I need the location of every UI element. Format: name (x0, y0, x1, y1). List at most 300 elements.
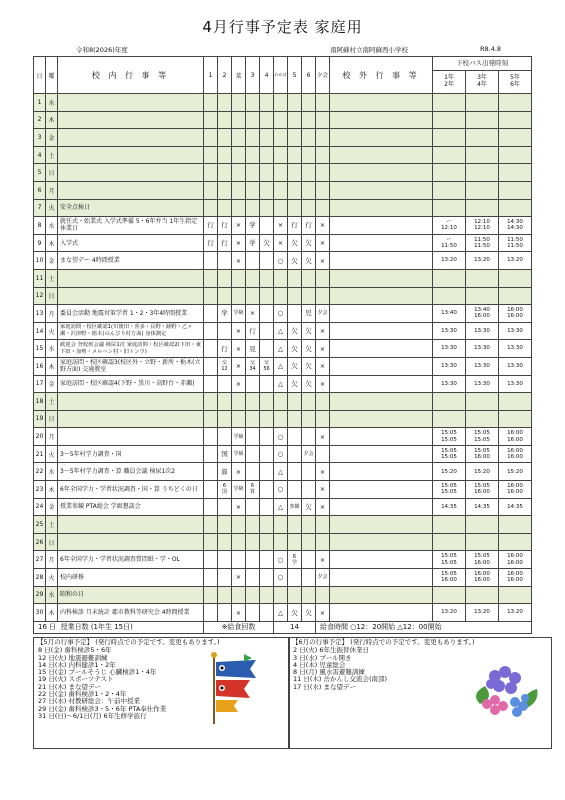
row-dow: 土 (46, 146, 58, 164)
row-school-events (58, 164, 204, 182)
table-row (34, 428, 532, 446)
row-grade-mark (204, 604, 218, 622)
row-outside-events (330, 551, 433, 569)
row-bus-time (466, 94, 499, 112)
row-grade-mark (232, 181, 246, 199)
row-grade-mark (218, 410, 232, 428)
row-grade-mark: ○ (274, 428, 288, 446)
may-schedule-head: 【5月の行事予定】 (発行時点での予定です。変更もあります。) (37, 638, 220, 646)
table-row (34, 340, 532, 358)
row-grade-mark (274, 533, 288, 551)
row-bus-time: 15:05 16:00 (466, 445, 499, 463)
row-grade-mark (260, 498, 274, 516)
row-bus-time (466, 164, 499, 182)
row-grade-mark (246, 181, 260, 199)
row-bus-time: 16:00 16:00 (499, 428, 532, 446)
row-bus-time (433, 181, 466, 199)
row-grade-mark (316, 269, 330, 287)
row-grade-mark (218, 586, 232, 604)
may-schedule-box (33, 637, 290, 749)
header-grade: 1 (204, 57, 218, 94)
row-bus-time: 13:40 16:00 (466, 305, 499, 323)
row-bus-time (466, 146, 499, 164)
row-dow: 土 (46, 516, 58, 534)
row-bus-time (499, 111, 532, 129)
row-grade-mark (274, 410, 288, 428)
row-dow: 木 (46, 604, 58, 622)
row-day: 20 (34, 428, 46, 446)
row-bus-time: 14:30 14:30 (499, 217, 532, 235)
row-day: 3 (34, 129, 46, 147)
row-grade-mark: × (316, 252, 330, 270)
table-row (34, 322, 532, 340)
row-grade-mark (302, 199, 316, 217)
row-grade-mark: 欠 (302, 375, 316, 393)
row-grade-mark (288, 586, 302, 604)
row-bus-time: 16:00 16:00 (499, 569, 532, 587)
schedule-item: 8 日(月) 風水害避難訓練 (293, 668, 365, 677)
row-bus-time: 13:20 (499, 252, 532, 270)
row-school-events: 3〜5年村学力調査・算 職員会議 検尿1次2 (58, 463, 204, 481)
header-day: 日 (34, 57, 46, 94)
row-grade-mark: × (316, 375, 330, 393)
row-bus-time: 13:30 (466, 375, 499, 393)
row-grade-mark (246, 445, 260, 463)
row-grade-mark (246, 94, 260, 112)
row-school-events (58, 129, 204, 147)
row-bus-time (433, 199, 466, 217)
table-row (34, 234, 532, 252)
row-grade-mark (204, 146, 218, 164)
row-grade-mark (274, 111, 288, 129)
table-row (34, 146, 532, 164)
row-outside-events (330, 569, 433, 587)
header-grade: 4 (260, 57, 274, 94)
row-outside-events (330, 463, 433, 481)
row-school-events: 歓迎会 登校班会議 検尿1次 家庭訪問・校区確認2(下田・東下田・加勢・メルヘン村・旧トンワ) (58, 340, 204, 358)
row-grade-mark (204, 463, 218, 481)
row-grade-mark: 欠 (302, 340, 316, 358)
row-day: 17 (34, 375, 46, 393)
table-row (34, 481, 532, 499)
row-grade-mark (288, 445, 302, 463)
row-school-events: 就任式・始業式 入学式準備 5・6年弁当 1年生指定休業日 (58, 217, 204, 235)
row-day: 26 (34, 533, 46, 551)
row-grade-mark (260, 533, 274, 551)
row-day: 24 (34, 498, 46, 516)
row-grade-mark (204, 181, 218, 199)
row-bus-time: 13:20 (433, 252, 466, 270)
row-school-events: 校内研修 (58, 569, 204, 587)
row-grade-mark (232, 164, 246, 182)
table-row (34, 111, 532, 129)
row-grade-mark: 行 (218, 217, 232, 235)
row-grade-mark (302, 164, 316, 182)
header-grade: 2 (218, 57, 232, 94)
row-grade-mark: 夕会 (302, 445, 316, 463)
row-grade-mark (316, 410, 330, 428)
row-grade-mark (204, 164, 218, 182)
row-bus-time: 13:30 (466, 322, 499, 340)
bus-col-label: 1年 2年 (433, 71, 466, 93)
row-bus-time: 13:30 (433, 375, 466, 393)
row-grade-mark (302, 269, 316, 287)
row-grade-mark (316, 533, 330, 551)
row-grade-mark: 行 (288, 217, 302, 235)
row-school-events (58, 146, 204, 164)
row-grade-mark (288, 516, 302, 534)
row-grade-mark (260, 252, 274, 270)
row-bus-time: 13:30 (433, 357, 466, 375)
row-bus-time: 15:05 16:00 (466, 481, 499, 499)
row-grade-mark (260, 164, 274, 182)
row-grade-mark (204, 357, 218, 375)
row-grade-mark (232, 111, 246, 129)
row-grade-mark (302, 181, 316, 199)
row-grade-mark (232, 269, 246, 287)
row-grade-mark (274, 586, 288, 604)
row-grade-mark: 夕会 (316, 569, 330, 587)
row-grade-mark (204, 129, 218, 147)
row-bus-time (433, 516, 466, 534)
row-bus-time: 16:00 16:00 (499, 481, 532, 499)
table-row (34, 357, 532, 375)
row-grade-mark (204, 428, 218, 446)
row-grade-mark (218, 393, 232, 411)
row-school-events: まな望デー 4時間授業 (58, 252, 204, 270)
row-grade-mark (288, 146, 302, 164)
row-bus-time (499, 164, 532, 182)
totals-lunch-label: ※給食回数 (204, 621, 274, 633)
row-grade-mark: 行 (246, 322, 260, 340)
schedule-item: 12 日(火) 地震避難訓練 (38, 653, 108, 662)
row-grade-mark: △ (274, 498, 288, 516)
row-grade-mark (288, 287, 302, 305)
row-grade-mark (204, 569, 218, 587)
row-grade-mark: × (232, 252, 246, 270)
row-bus-time (433, 287, 466, 305)
row-grade-mark (246, 410, 260, 428)
row-grade-mark (260, 463, 274, 481)
totals-days: 16 日 授業日数 (1年生 15日) (34, 621, 204, 633)
row-day: 27 (34, 551, 46, 569)
row-grade-mark (218, 428, 232, 446)
row-bus-time (499, 199, 532, 217)
row-dow: 金 (46, 375, 58, 393)
row-grade-mark (204, 516, 218, 534)
school-name: 南阿蘇村立南阿蘇西小学校 (330, 46, 408, 54)
row-grade-mark: 学級 (232, 445, 246, 463)
row-grade-mark: 欠 (302, 357, 316, 375)
row-dow: 火 (46, 569, 58, 587)
row-grade-mark: 参観 (288, 498, 302, 516)
page-title: 4月行事予定表 家庭用 (202, 18, 363, 36)
row-grade-mark (288, 410, 302, 428)
row-grade-mark (260, 94, 274, 112)
bus-title: 下校バス出発時刻 (433, 57, 531, 71)
row-school-events: 入学式 (58, 234, 204, 252)
schedule-item: 19 日(火) スポーツテスト (38, 675, 114, 684)
row-grade-mark (232, 586, 246, 604)
row-grade-mark (218, 181, 232, 199)
row-outside-events (330, 357, 433, 375)
row-grade-mark (302, 463, 316, 481)
row-grade-mark (246, 569, 260, 587)
schedule-item: 31 日(日)〜6/1日(月) 6年生修学旅行 (38, 711, 147, 720)
schedule-item: 2 日(火) 6年生振替休業日 (293, 646, 369, 655)
row-grade-mark (204, 322, 218, 340)
row-grade-mark: 学級 (232, 481, 246, 499)
row-bus-time (466, 393, 499, 411)
row-grade-mark: △ (274, 322, 288, 340)
row-grade-mark (246, 428, 260, 446)
row-grade-mark (260, 322, 274, 340)
row-grade-mark (302, 551, 316, 569)
row-day: 4 (34, 146, 46, 164)
row-grade-mark: 6 国 (218, 481, 232, 499)
row-bus-time: ー 12:10 (433, 217, 466, 235)
row-dow: 日 (46, 287, 58, 305)
row-grade-mark: 算 (218, 463, 232, 481)
row-bus-time (433, 129, 466, 147)
row-grade-mark: 見 (246, 340, 260, 358)
row-grade-mark: × (232, 340, 246, 358)
row-grade-mark (302, 481, 316, 499)
row-grade-mark (274, 287, 288, 305)
schedule-item: 11 日(木) 岳かんし交流会(南部) (293, 675, 388, 684)
row-day: 25 (34, 516, 46, 534)
row-dow: 火 (46, 322, 58, 340)
row-grade-mark (316, 287, 330, 305)
row-bus-time: 13:40 (433, 305, 466, 323)
row-grade-mark (274, 129, 288, 147)
row-bus-time: 13:30 (499, 357, 532, 375)
row-grade-mark: 行 (204, 234, 218, 252)
row-grade-mark (288, 463, 302, 481)
table-row (34, 217, 532, 235)
row-outside-events (330, 146, 433, 164)
row-grade-mark (218, 551, 232, 569)
row-bus-time (466, 181, 499, 199)
row-grade-mark: 欠 (288, 375, 302, 393)
row-grade-mark: 国 (218, 445, 232, 463)
row-grade-mark (246, 586, 260, 604)
row-school-events (58, 410, 204, 428)
row-dow: 水 (46, 586, 58, 604)
row-grade-mark: △ (274, 463, 288, 481)
row-grade-mark (260, 604, 274, 622)
row-bus-time: 15:05 16:00 (433, 569, 466, 587)
row-grade-mark (204, 481, 218, 499)
row-grade-mark (232, 410, 246, 428)
table-row (34, 129, 532, 147)
table-row (34, 516, 532, 534)
table-row (34, 199, 532, 217)
row-grade-mark (260, 569, 274, 587)
row-grade-mark (232, 533, 246, 551)
row-grade-mark (246, 287, 260, 305)
row-school-events (58, 516, 204, 534)
row-grade-mark (260, 428, 274, 446)
row-grade-mark (288, 94, 302, 112)
row-grade-mark (204, 305, 218, 323)
row-grade-mark (232, 287, 246, 305)
row-school-events (58, 533, 204, 551)
row-day: 29 (34, 586, 46, 604)
row-grade-mark: △ (274, 340, 288, 358)
row-dow: 水 (46, 340, 58, 358)
row-outside-events (330, 305, 433, 323)
row-grade-mark: × (316, 481, 330, 499)
row-grade-mark (288, 111, 302, 129)
row-grade-mark (246, 269, 260, 287)
table-row (34, 569, 532, 587)
row-grade-mark (260, 305, 274, 323)
row-bus-time: 15:05 15:05 (433, 445, 466, 463)
table-row (34, 604, 532, 622)
row-grade-mark (232, 129, 246, 147)
row-bus-time: 16:00 16:00 (466, 569, 499, 587)
row-grade-mark: × (232, 498, 246, 516)
row-dow: 金 (46, 498, 58, 516)
row-grade-mark: ○ (274, 481, 288, 499)
row-grade-mark (204, 393, 218, 411)
row-dow: 月 (46, 551, 58, 569)
row-grade-mark (260, 516, 274, 534)
row-grade-mark: ○ (274, 252, 288, 270)
row-grade-mark: × (232, 463, 246, 481)
row-bus-time: 16:00 16:00 (499, 445, 532, 463)
row-grade-mark (232, 516, 246, 534)
row-grade-mark: ○ (274, 445, 288, 463)
row-grade-mark: × (232, 569, 246, 587)
header-grade: 3 (246, 57, 260, 94)
row-bus-time: 13:30 (433, 340, 466, 358)
row-grade-mark: △ (274, 604, 288, 622)
row-school-events (58, 287, 204, 305)
row-grade-mark (204, 199, 218, 217)
row-dow: 木 (46, 234, 58, 252)
row-grade-mark: × (316, 428, 330, 446)
row-grade-mark: 欠 (288, 340, 302, 358)
row-bus-time: 11:50 11:50 (499, 234, 532, 252)
row-day: 9 (34, 234, 46, 252)
row-grade-mark: 行 (218, 234, 232, 252)
row-grade-mark: × (274, 217, 288, 235)
row-grade-mark: 6 学 (288, 551, 302, 569)
row-grade-mark (316, 94, 330, 112)
table-row (34, 586, 532, 604)
row-grade-mark (232, 94, 246, 112)
schedule-item: 4 日(木) 児童総会 (293, 660, 346, 669)
table-row (34, 551, 532, 569)
row-grade-mark (260, 340, 274, 358)
row-outside-events (330, 129, 433, 147)
row-grade-mark (316, 586, 330, 604)
row-dow: 月 (46, 305, 58, 323)
june-schedule-head: 【6月の行事予定】 (発行時点での予定です。変更もあります。) (292, 638, 475, 646)
row-grade-mark (204, 498, 218, 516)
row-grade-mark (204, 445, 218, 463)
row-bus-time (433, 164, 466, 182)
row-bus-time: 11:50 11:50 (466, 234, 499, 252)
row-bus-time (499, 269, 532, 287)
row-grade-mark (232, 551, 246, 569)
row-day: 16 (34, 357, 46, 375)
totals-lunch-count: 14 (274, 621, 316, 633)
row-dow: 火 (46, 445, 58, 463)
row-grade-mark: △ (274, 357, 288, 375)
row-grade-mark (288, 129, 302, 147)
row-grade-mark (288, 481, 302, 499)
row-grade-mark (204, 340, 218, 358)
row-bus-time (499, 129, 532, 147)
row-dow: 日 (46, 164, 58, 182)
row-day: 10 (34, 252, 46, 270)
header-grade: 菜 (232, 57, 246, 94)
row-grade-mark (274, 181, 288, 199)
row-grade-mark (218, 569, 232, 587)
row-grade-mark (316, 516, 330, 534)
row-bus-time: 16:00 16:00 (499, 305, 532, 323)
table-row (34, 287, 532, 305)
row-bus-time (499, 393, 532, 411)
row-grade-mark: 欠 (288, 234, 302, 252)
row-grade-mark (218, 322, 232, 340)
row-grade-mark: × (316, 498, 330, 516)
table-row (34, 94, 532, 112)
row-grade-mark (246, 498, 260, 516)
row-bus-time (433, 533, 466, 551)
row-outside-events (330, 375, 433, 393)
row-grade-mark (204, 586, 218, 604)
row-bus-time (433, 586, 466, 604)
row-grade-mark (316, 146, 330, 164)
table-row (34, 269, 532, 287)
row-grade-mark (274, 94, 288, 112)
row-day: 30 (34, 604, 46, 622)
row-grade-mark: × (232, 217, 246, 235)
row-grade-mark (274, 393, 288, 411)
schedule-table (33, 56, 532, 634)
row-grade-mark: × (232, 604, 246, 622)
header-grade: わかば (274, 57, 288, 94)
row-grade-mark: × (316, 234, 330, 252)
table-row (34, 375, 532, 393)
row-bus-time: 13:30 (499, 375, 532, 393)
schedule-item: 3 日(水) プール開き (293, 653, 352, 662)
row-bus-time (433, 111, 466, 129)
row-grade-mark (260, 199, 274, 217)
row-day: 5 (34, 164, 46, 182)
row-outside-events (330, 199, 433, 217)
header-dow: 曜 (46, 57, 58, 94)
row-grade-mark: ○ (274, 569, 288, 587)
row-bus-time (499, 94, 532, 112)
row-grade-mark: 行 (218, 340, 232, 358)
row-grade-mark (288, 428, 302, 446)
row-day: 12 (34, 287, 46, 305)
row-grade-mark (260, 146, 274, 164)
row-grade-mark (302, 287, 316, 305)
schedule-item: 17 日(水) まな望デー (293, 682, 356, 691)
row-school-events: 委員会活動 地震対策学習 1・2・3年4時間授業 (58, 305, 204, 323)
row-day: 15 (34, 340, 46, 358)
row-grade-mark: 学 (246, 217, 260, 235)
row-grade-mark: × (316, 357, 330, 375)
table-row (34, 533, 532, 551)
row-school-events: 内科検診 月末統計 郡市教科等研究会 4時間授業 (58, 604, 204, 622)
